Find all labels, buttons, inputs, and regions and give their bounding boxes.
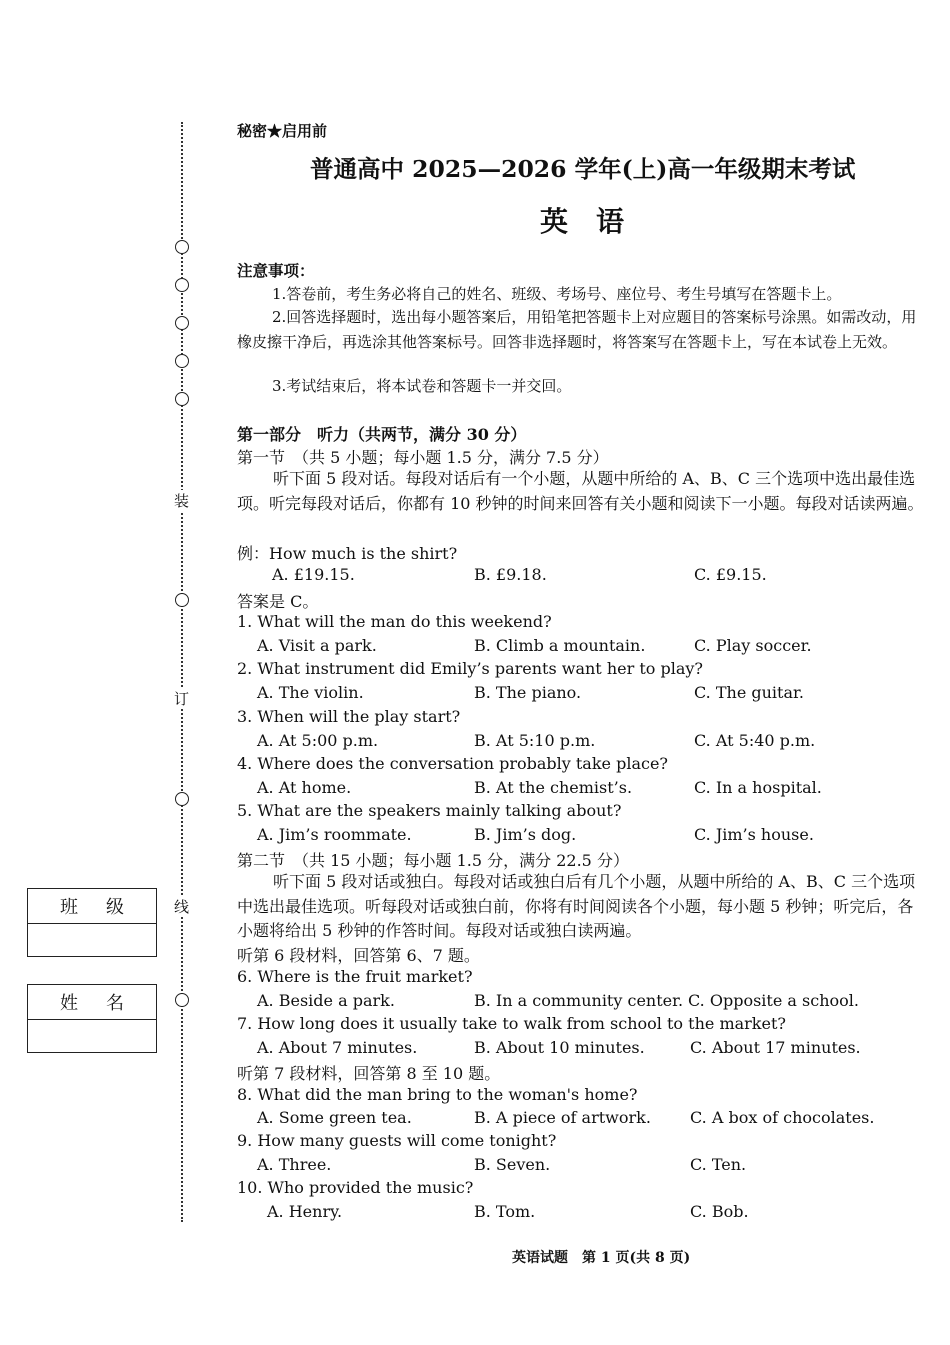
class-box: [27, 888, 157, 957]
question-6-c: C. Opposite a school.: [688, 991, 859, 1010]
class-label: 班级: [28, 889, 156, 924]
question-1-b: B. Climb a mountain.: [474, 636, 646, 655]
question-10-a: A. Henry.: [267, 1202, 343, 1221]
question-5-a: A. Jim’s roommate.: [257, 825, 412, 844]
question-8-a: A. Some green tea.: [257, 1108, 412, 1127]
part1-heading: 第一部分 听力（共两节，满分 30 分）: [237, 425, 527, 444]
question-4: 4. Where does the conversation probably take place?: [237, 754, 668, 773]
question-3: 3. When will the play start?: [237, 707, 461, 726]
section1-instructions: 听下面 5 段对话。每段对话后有一个小题，从题中所给的 A、B、C 三个选项中选出最佳选项。听完每段对话后，你都有 10 秒钟的时间来回答有关小题和阅读下一小题。每段对话读两遍。: [237, 469, 924, 513]
question-5: 5. What are the speakers mainly talking about?: [237, 801, 622, 820]
question-8: 8. What did the man bring to the woman's home?: [237, 1085, 638, 1104]
question-9-a: A. Three.: [257, 1155, 332, 1174]
notice-heading: 注意事项：: [237, 261, 315, 280]
secret-mark: 秘密★启用前: [237, 122, 328, 140]
binding-hole: [175, 278, 189, 292]
example-option-b: B. £9.18.: [474, 565, 547, 584]
section2-instructions: 听下面 5 段对话或独白。每段对话或独白后有几个小题，从题中所给的 A、B、C 三个选项中选出最佳选项。听每段对话或独白前，你将有时间阅读各个小题，每小题 5 秒钟；听完后，各小题将给出 5 秒钟的作答时间。每段对话或独白读两遍。: [237, 872, 916, 940]
class-field[interactable]: [28, 924, 156, 956]
example-option-c: C. £9.15.: [694, 565, 767, 584]
material-6-note: 听第 6 段材料，回答第 6、7 题。: [237, 946, 480, 965]
exam-title: 普通高中 2025—2026 学年(上)高一年级期末考试: [310, 155, 856, 183]
binding-hole: [175, 240, 189, 254]
question-10-b: B. Tom.: [474, 1202, 536, 1221]
question-10: 10. Who provided the music?: [237, 1178, 474, 1197]
page-footer: 英语试题 第 1 页(共 8 页): [512, 1250, 691, 1266]
question-3-b: B. At 5:10 p.m.: [474, 731, 596, 750]
notice-item-2: 2.回答选择题时，选出每小题答案后，用铅笔把答题卡上对应题目的答案标号涂黑。如需改动，用橡皮擦干净后，再选涂其他答案标号。回答非选择题时，将答案写在答题卡上，写在本试卷上无效。: [237, 308, 917, 351]
name-label: 姓名: [28, 985, 156, 1020]
question-6-b: B. In a community center.: [474, 991, 684, 1010]
binding-hole: [175, 792, 189, 806]
question-5-c: C. Jim’s house.: [694, 825, 814, 844]
margin-ding: 订: [174, 690, 190, 708]
margin-zhuang: 装: [174, 492, 190, 510]
section1-heading: 第一节 （共 5 小题；每小题 1.5 分，满分 7.5 分）: [237, 448, 609, 467]
margin-xian: 线: [174, 898, 190, 916]
name-field[interactable]: [28, 1020, 156, 1052]
question-2-c: C. The guitar.: [694, 683, 804, 702]
question-7-c: C. About 17 minutes.: [690, 1038, 861, 1057]
question-1-a: A. Visit a park.: [257, 636, 377, 655]
binding-hole: [175, 993, 189, 1007]
question-10-c: C. Bob.: [690, 1202, 749, 1221]
binding-hole: [175, 392, 189, 406]
binding-hole: [175, 593, 189, 607]
question-7: 7. How long does it usually take to walk from school to the market?: [237, 1014, 786, 1033]
material-7-note: 听第 7 段材料，回答第 8 至 10 题。: [237, 1064, 501, 1083]
question-2: 2. What instrument did Emily’s parents want her to play?: [237, 659, 703, 678]
name-box: [27, 984, 157, 1053]
binding-hole: [175, 354, 189, 368]
example-question: 例：How much is the shirt?: [237, 544, 458, 563]
question-8-b: B. A piece of artwork.: [474, 1108, 651, 1127]
question-3-c: C. At 5:40 p.m.: [694, 731, 816, 750]
notice-item-1: 1.答卷前，考生务必将自己的姓名、班级、考场号、座位号、考生号填写在答题卡上。: [272, 285, 842, 303]
question-6: 6. Where is the fruit market?: [237, 967, 473, 986]
binding-hole: [175, 316, 189, 330]
question-2-b: B. The piano.: [474, 683, 582, 702]
question-1: 1. What will the man do this weekend?: [237, 612, 552, 631]
question-6-a: A. Beside a park.: [257, 991, 395, 1010]
question-7-a: A. About 7 minutes.: [257, 1038, 418, 1057]
subject-title: 英 语: [540, 205, 625, 238]
question-3-a: A. At 5:00 p.m.: [257, 731, 379, 750]
example-answer: 答案是 C。: [237, 592, 319, 611]
question-8-c: C. A box of chocolates.: [690, 1108, 875, 1127]
question-4-c: C. In a hospital.: [694, 778, 822, 797]
question-5-b: B. Jim’s dog.: [474, 825, 577, 844]
question-7-b: B. About 10 minutes.: [474, 1038, 645, 1057]
question-4-b: B. At the chemist’s.: [474, 778, 633, 797]
example-option-a: A. £19.15.: [272, 565, 355, 584]
question-9-b: B. Seven.: [474, 1155, 551, 1174]
question-9: 9. How many guests will come tonight?: [237, 1131, 557, 1150]
question-9-c: C. Ten.: [690, 1155, 747, 1174]
question-1-c: C. Play soccer.: [694, 636, 812, 655]
section2-heading: 第二节 （共 15 小题；每小题 1.5 分，满分 22.5 分）: [237, 851, 629, 870]
question-2-a: A. The violin.: [257, 683, 364, 702]
notice-item-3: 3.考试结束后，将本试卷和答题卡一并交回。: [272, 377, 572, 395]
question-4-a: A. At home.: [257, 778, 352, 797]
